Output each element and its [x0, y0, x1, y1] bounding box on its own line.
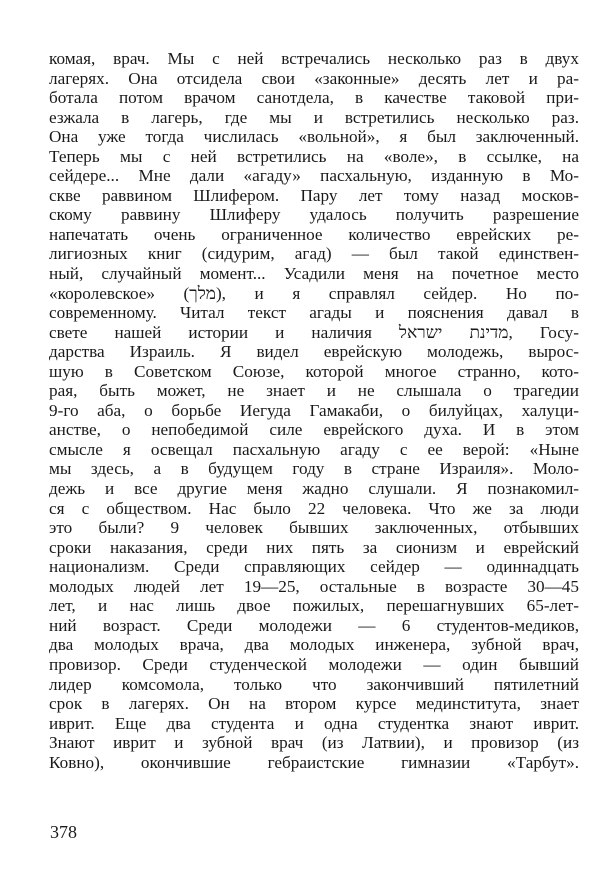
text-line: провизор. Среди студенческой молодежи — один бывший [49, 654, 579, 674]
text-line: сроки наказания, среди них пять за сионизм и еврейский [49, 537, 579, 557]
text-line: ся с обществом. Нас было 22 человека. Что же за люди [49, 498, 579, 518]
page-number: 378 [50, 822, 77, 842]
text-line: рая, быть может, не знает и не слышала о трагедии [49, 381, 579, 401]
text-line: срок в лагерях. Он на втором курсе мединститута, знает [49, 694, 579, 714]
text-line: мы здесь, а в будущем году в стране Израиля». Моло- [49, 459, 579, 479]
text-line: комая, врач. Мы с ней встречались несколько раз в двух [49, 49, 579, 68]
text-line: смысле я освещал пасхальную агаду с ее верой: «Ныне [49, 439, 579, 459]
text-line: сейдере... Мне дали «агаду» пасхальную, изданную в Мо- [49, 166, 579, 186]
text-line: езжала в лагерь, где мы и встретились несколько раз. [49, 107, 579, 127]
text-line: молодых людей лет 19—25, остальные в возрасте 30—45 [49, 576, 579, 596]
text-line: Знают иврит и зубной врач (из Латвии), и провизор (из [49, 733, 579, 753]
text-line: национализм. Среди справляющих сейдер — одиннадцать [49, 557, 579, 577]
text-line: лидер комсомола, только что закончивший пятилетний [49, 674, 579, 694]
text-line: 9-го аба, о борьбе Иегуда Гамакаби, о билуйцах, халуци- [49, 400, 579, 420]
text-line: Она уже тогда числилась «вольной», я был заключенный. [49, 127, 579, 147]
text-line: напечатать очень ограниченное количество еврейских ре- [49, 224, 579, 244]
text-line: скому раввину Шлиферу удалось получить разрешение [49, 205, 579, 225]
text-line: Ковно), окончившие гебраистские гимназии «Тарбут». [49, 752, 579, 772]
text-line: это были? 9 человек бывших заключенных, отбывших [49, 518, 579, 538]
text-line: шую в Советском Союзе, которой многое странно, кото- [49, 361, 579, 381]
text-line: лагерях. Она отсидела свои «законные» десять лет и ра- [49, 68, 579, 88]
text-line: иврит. Еще два студента и одна студентка знают иврит. [49, 713, 579, 733]
text-line: современному. Читал текст агады и пояснения давал в [49, 303, 579, 323]
text-line: скве раввином Шлифером. Пару лет тому назад москов- [49, 185, 579, 205]
text-line: лигиозных книг (сидурим, агад) — был такой единствен- [49, 244, 579, 264]
text-line: дарства Израиль. Я видел еврейскую молодежь, вырос- [49, 342, 579, 362]
text-line: два молодых врача, два молодых инженера, зубной врач, [49, 635, 579, 655]
text-line: анстве, о непобедимой силе еврейского духа. И в этом [49, 420, 579, 440]
text-line: свете нашей истории и наличия מדינת ישראל, Госу- [49, 322, 579, 342]
text-line: дежь и все другие меня жадно слушали. Я познакомил- [49, 479, 579, 499]
text-line: ботала потом врачом санотдела, в качестве таковой при- [49, 88, 579, 108]
text-line: лет, и нас лишь двое пожилых, перешагнувших 65-лет- [49, 596, 579, 616]
body-text [49, 49, 579, 772]
text-line: Теперь мы с ней встретились на «воле», в ссылке, на [49, 146, 579, 166]
text-line: ний возраст. Среди молодежи — 6 студентов-медиков, [49, 615, 579, 635]
text-line: ный, случайный момент... Усадили меня на почетное место [49, 264, 579, 284]
text-line: «королевское» (מלך), и я справлял сейдер. Но по- [49, 283, 579, 303]
